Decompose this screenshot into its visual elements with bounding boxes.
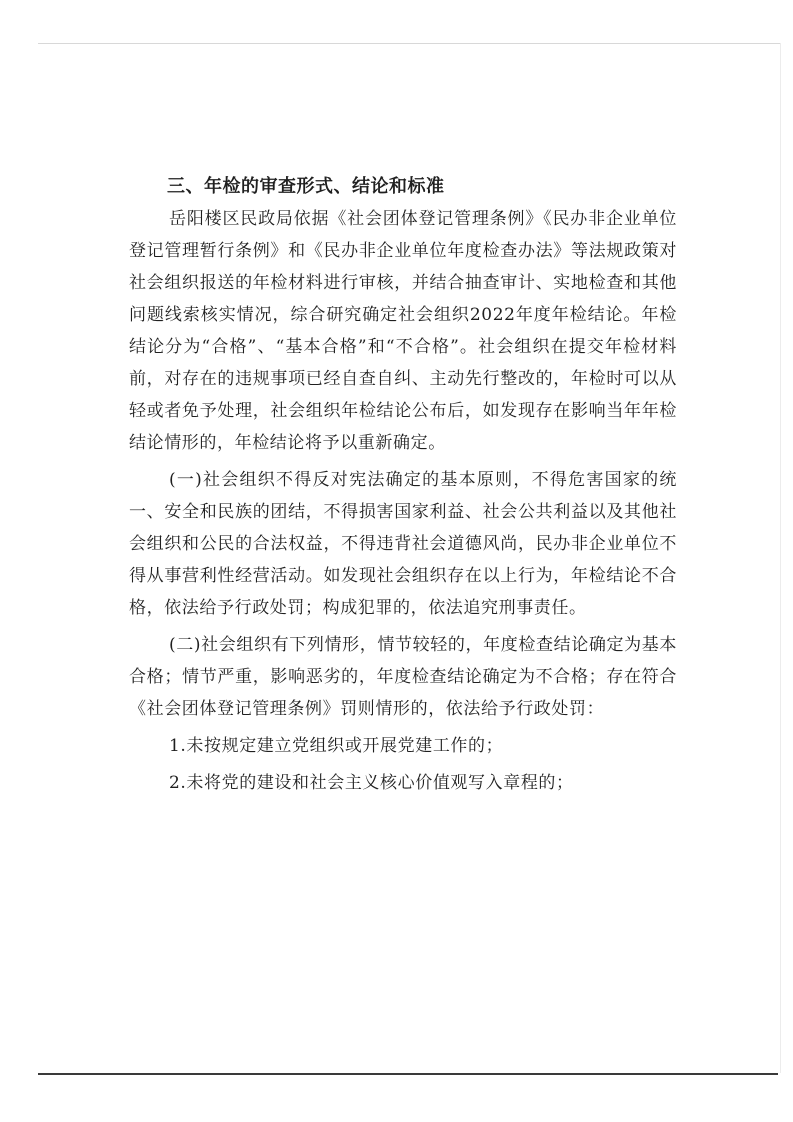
- scan-bottom-edge: [38, 1073, 778, 1075]
- section-heading: 三、年检的审查形式、结论和标准: [167, 176, 445, 197]
- list-item-1: 1.未按规定建立党组织或开展党建工作的；: [169, 736, 504, 756]
- clause-two-paragraph: (二)社会组织有下列情形，情节较轻的，年度检查结论确定为基本合格；情节严重，影响恶劣的，年度检查结论确定为不合格；存在符合《社会团体登记管理条例》罚则情形的，依法给予行政处罚：: [129, 635, 677, 719]
- intro-paragraph: 岳阳楼区民政局依据《社会团体登记管理条例》《民办非企业单位登记管理暂行条例》和《民办非企业单位年度检查办法》等法规政策对社会组织报送的年检材料进行审核，并结合抽查审计、实地检查和其他问题线索核实情况，综合研究确定社会组织2022年度年检结论。年检结论分为“合格”、“基本合格”和“不合格”。社会组织在提交年检材料前，对存在的违规事项已经自查自纠、主动先行整改的，年检时可以从轻或者免予处理，社会组织年检结论公布后，如发现存在影响当年年检结论情形的，年检结论将予以重新确定。: [129, 209, 677, 453]
- scan-top-edge: [38, 43, 780, 44]
- list-item-2: 2.未将党的建设和社会主义核心价值观写入章程的；: [169, 773, 574, 793]
- document-body: [129, 171, 677, 799]
- scan-right-edge: [780, 43, 781, 1073]
- clause-one-paragraph: (一)社会组织不得反对宪法确定的基本原则，不得危害国家的统一、安全和民族的团结，不得损害国家利益、社会公共利益以及其他社会组织和公民的合法权益，不得违背社会道德风尚，民办非企业单位不得从事营利性经营活动。如发现社会组织存在以上行为，年检结论不合格，依法给予行政处罚；构成犯罪的，依法追究刑事责任。: [129, 470, 677, 618]
